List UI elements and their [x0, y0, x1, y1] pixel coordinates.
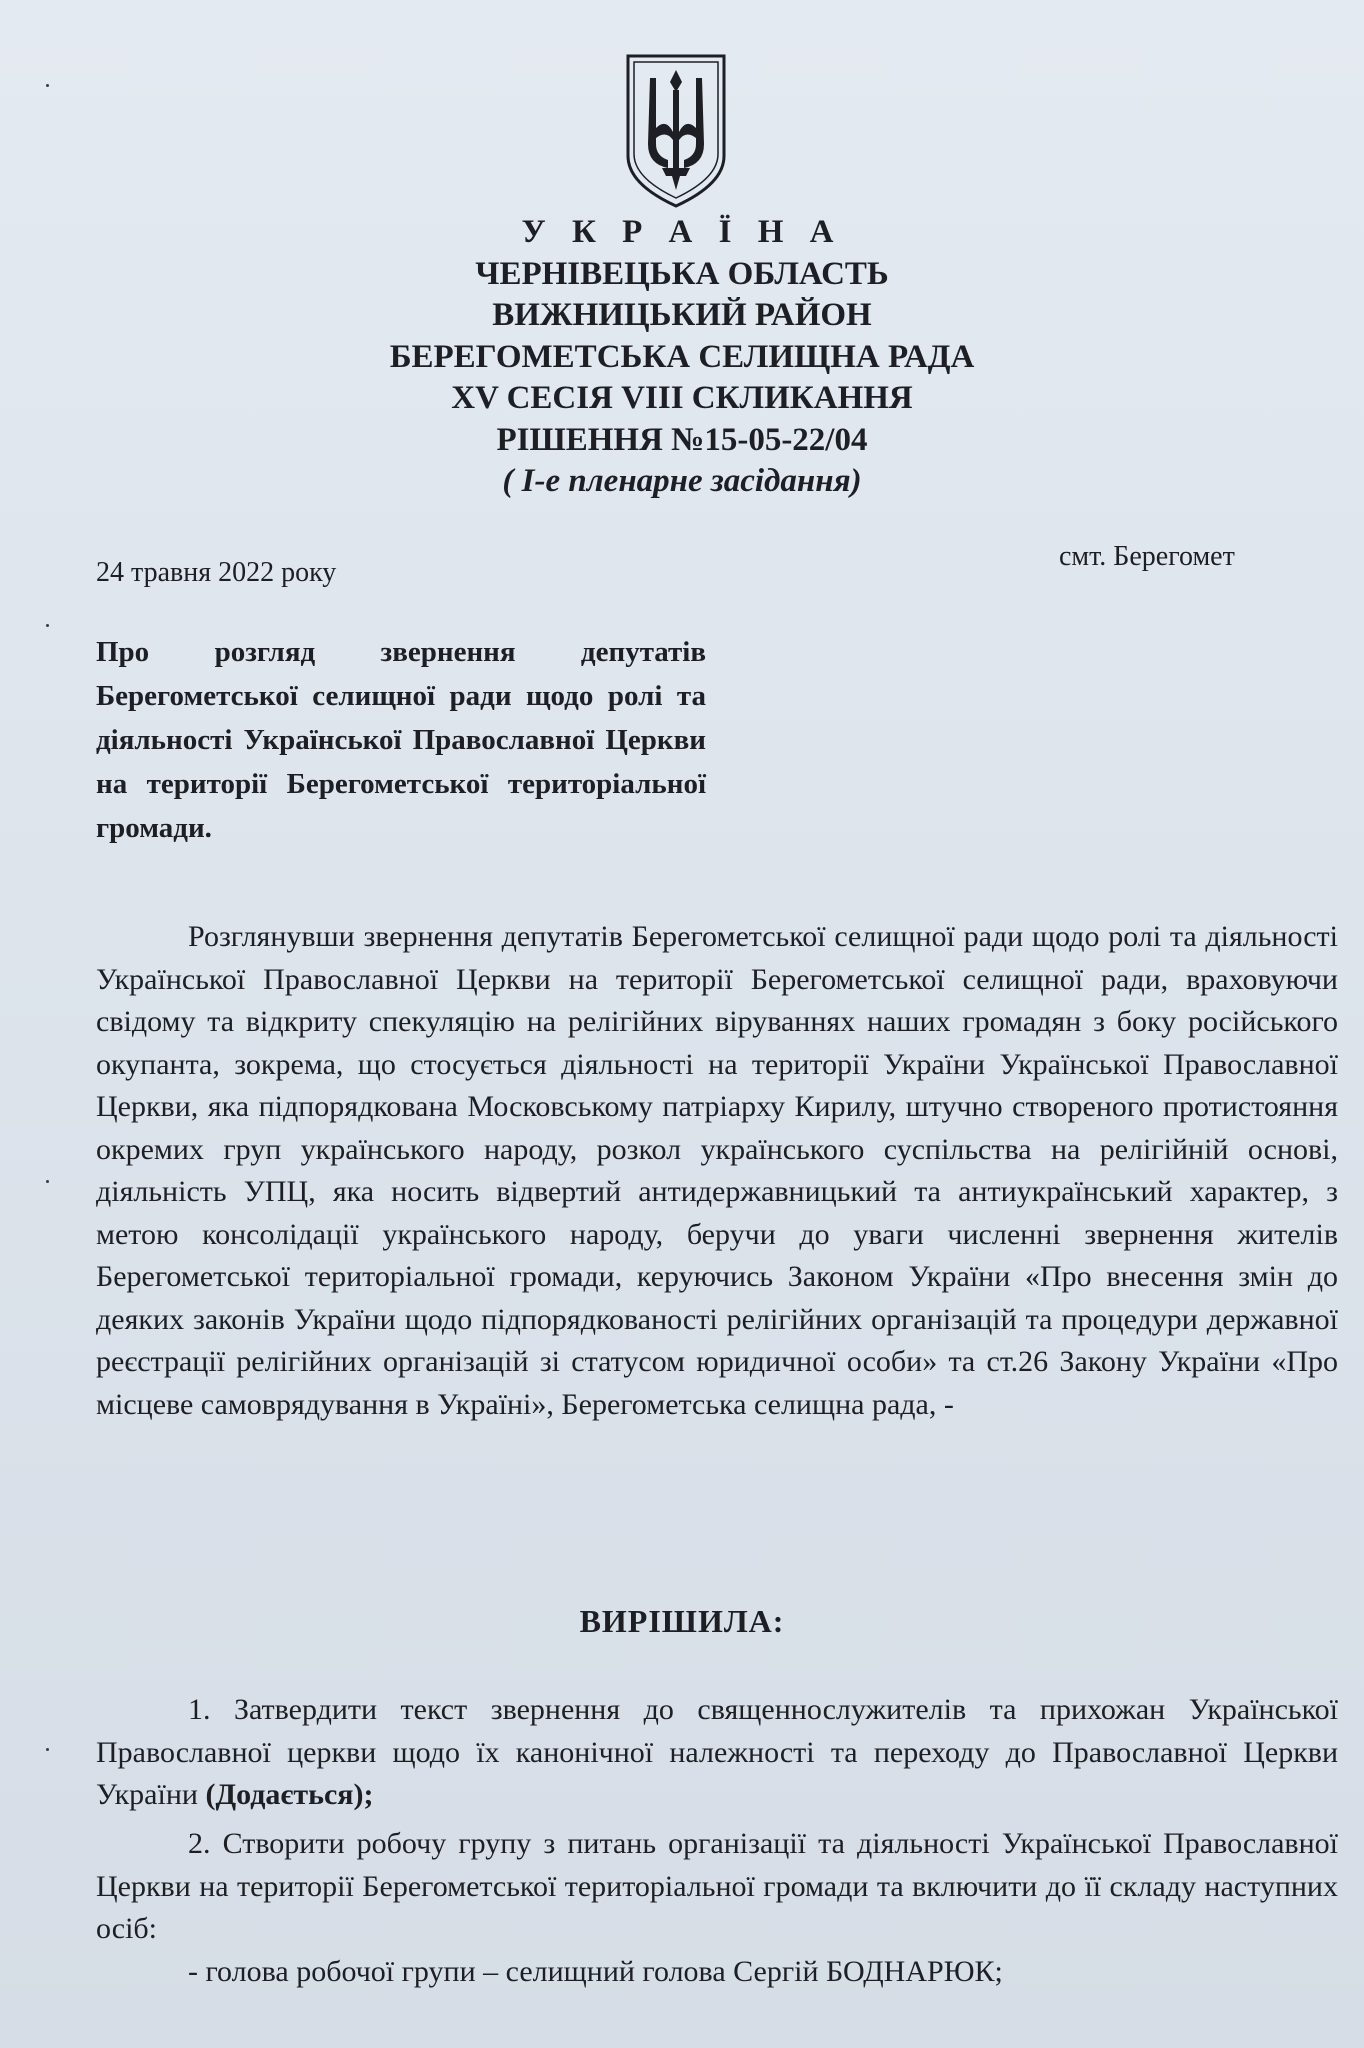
scan-speck — [46, 1748, 49, 1751]
decision-item-1-emphasis: (Додається); — [205, 1778, 374, 1811]
council-title: БЕРЕГОМЕТСЬКА СЕЛИЩНА РАДА — [389, 338, 975, 375]
decided-heading: ВИРІШИЛА: — [579, 1603, 785, 1639]
district-title: ВИЖНИЦЬКИЙ РАЙОН — [492, 297, 872, 333]
decision-number: РІШЕННЯ №15-05-22/04 — [496, 421, 868, 458]
preamble-paragraph: Розглянувши звернення депутатів Берегометської селищної ради щодо ролі та діяльності Української Православної Церкви на території Берегометської селищної ради, враховуючи свідому та відкриту спекуляцію на релігійних віруваннях наших громадян з боку російського окупанта, зокрема, що стосується діяльності на території України Української Православної Церкви, яка підпорядкована Московському патріарху Кирилу, штучно створеного протистояння окремих груп українського народу, розкол українського суспільства на релігійній основі, діяльність УПЦ, яка носить відвертий антидержавницький та антиукраїнський характер, з метою консолідації українського народу, беручи до уваги численні звернення жителів Берегометської територіальної громади, керуючись Законом України «Про внесення змін до деяких законів України щодо підпорядкованості релігійних організацій та процедури державної реєстрації релігійних організацій зі статусом юридичної особи» та ст.26 Закону України «Про місцеве самоврядування в Україні», Берегометська селищна рада, - — [96, 920, 1338, 1421]
session-title: XV СЕСІЯ VIII СКЛИКАННЯ — [451, 380, 913, 416]
scan-speck — [46, 1180, 49, 1183]
coat-of-arms-icon — [622, 52, 730, 208]
document-date: 24 травня 2022 року — [96, 557, 337, 588]
scan-speck — [46, 624, 49, 627]
working-group-member: - голова робочої групи – селищний голова Сергій БОДНАРЮК; — [188, 1955, 1003, 1988]
decision-item-2: 2. Створити робочу групу з питань організації та діяльності Української Православної Церкви на території Берегометської територіальної громади та включити до її складу наступних осіб: — [96, 1827, 1338, 1945]
decision-item-1-text: 1. Затвердити текст звернення до священнослужителів та прихожан Української Православної церкви щодо їх канонічної належності та переходу до Православної Церкви України — [96, 1693, 1338, 1811]
meeting-note: ( І-е пленарне засідання) — [502, 463, 862, 499]
country-title: У К Р А Ї Н А — [521, 214, 843, 250]
document-header — [200, 212, 1164, 503]
region-title: ЧЕРНІВЕЦЬКА ОБЛАСТЬ — [475, 255, 889, 292]
document-place: смт. Берегомет — [1059, 541, 1235, 572]
scan-speck — [46, 84, 49, 87]
decision-item-1 — [96, 1689, 1338, 1817]
decision-subject: Про розгляд звернення депутатів Берегометської селищної ради щодо ролі та діяльності Української Православної Церкви на території Берегометської територіальної громади. — [96, 636, 706, 844]
